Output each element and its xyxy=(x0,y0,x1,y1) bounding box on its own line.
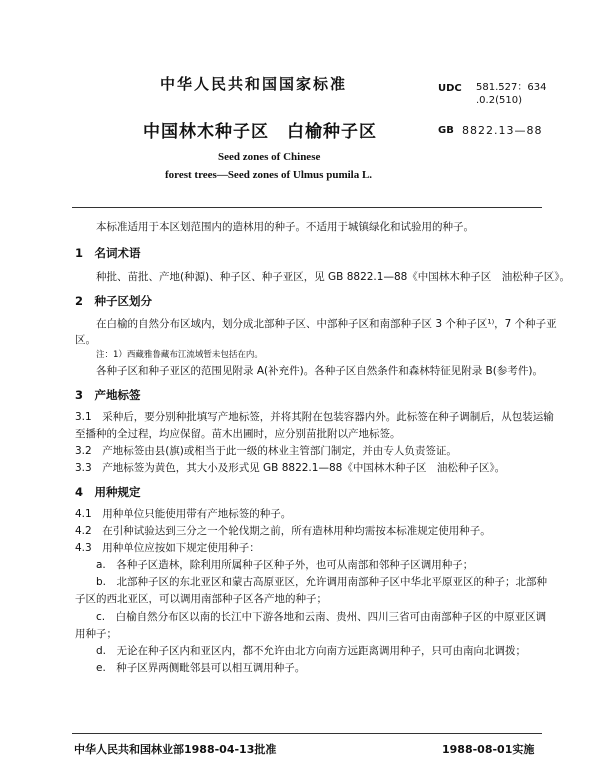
english-title-line-1: Seed zones of Chinese xyxy=(218,151,321,163)
section-2-text-line-1: 在白榆的自然分布区域内，划分成北部种子区、中部种子区和南部种子区 3 个种子区¹⁾，7 个种子亚 xyxy=(96,318,557,330)
clause-4-2: 4.2 在引种试验达到三分之一个轮伐期之前，所有造林用种均需按本标准规定使用种子。 xyxy=(75,525,491,537)
english-title-line-2: forest trees—Seed zones of Ulmus pumila L. xyxy=(165,169,373,181)
clause-4-3-item-c-line-1: c. 白榆自然分布区以南的长江中下游各地和云南、贵州、四川三省可由南部种子区的中原亚区调 xyxy=(96,611,547,623)
clause-4-3-item-a: a. 各种子区造林，除利用所属种子区种子外，也可从南部和邻种子区调用种子； xyxy=(96,559,474,571)
implementation-date: 1988-08-01实施 xyxy=(442,743,535,756)
page-title: 中国林木种子区 白榆种子区 xyxy=(143,122,377,142)
udc-code-line-1: 581.527：634 xyxy=(476,82,547,93)
intro-paragraph: 本标准适用于本区划范围内的造林用的种子。不适用于城镇绿化和试验用的种子。 xyxy=(96,221,474,233)
clause-4-3-item-b-line-1: b. 北部种子区的东北亚区和蒙古高原亚区，允许调用南部种子区中华北平原亚区的种子；北部种 xyxy=(96,576,548,588)
section-1-heading: 1 名词术语 xyxy=(75,246,141,260)
section-4-heading: 4 用种规定 xyxy=(75,485,141,499)
udc-code-line-2: .0.2(510) xyxy=(476,95,522,106)
section-2-footnote: 注：1）西藏雅鲁藏布江流域暂未包括在内。 xyxy=(96,350,263,360)
clause-3-2: 3.2 产地标签由县(旗)或相当于此一级的林业主管部门制定，并由专人负责签证。 xyxy=(75,445,457,457)
clause-4-3: 4.3 用种单位应按如下规定使用种子： xyxy=(75,542,260,554)
standard-org-title: 中华人民共和国国家标准 xyxy=(160,75,348,93)
clause-4-3-item-c-line-2: 用种子； xyxy=(75,628,117,640)
section-2-text-line-2: 区。 xyxy=(75,334,96,346)
clause-3-1-line-2: 至播种的全过程，均应保留。苗木出圃时，应分别苗批附以产地标签。 xyxy=(75,428,401,440)
udc-code xyxy=(476,81,546,107)
clause-3-3: 3.3 产地标签为黄色，其大小及形式见 GB 8822.1—88《中国林木种子区 油松种子区》。 xyxy=(75,462,506,474)
section-3-heading: 3 产地标签 xyxy=(75,388,141,402)
clause-4-3-item-b-line-2: 子区的西北亚区，可以调用南部种子区各产地的种子； xyxy=(75,593,327,605)
udc-label: UDC xyxy=(438,83,462,94)
clause-4-1: 4.1 用种单位只能使用带有产地标签的种子。 xyxy=(75,508,292,520)
section-2-heading: 2 种子区划分 xyxy=(75,294,153,308)
section-1-text: 种批、苗批、产地(种源)、种子区、种子亚区，见 GB 8822.1—88《中国林木种子区 油松种子区》。 xyxy=(96,271,571,283)
clause-4-3-item-e: e. 种子区界两侧毗邻县可以相互调用种子。 xyxy=(96,662,306,674)
approval-line: 中华人民共和国林业部1988-04-13批准 xyxy=(74,743,277,756)
clause-3-1-line-1: 3.1 采种后，要分别种批填写产地标签，并将其附在包装容器内外。此标签在种子调制后，从包装运输 xyxy=(75,411,554,423)
clause-4-3-item-d: d. 无论在种子区内和亚区内，都不允许由北方向南方远距离调用种子，只可由南向北调拨； xyxy=(96,645,527,657)
header-divider xyxy=(72,207,542,208)
footer-divider xyxy=(72,733,542,734)
section-2-appendix-text: 各种子区和种子亚区的范围见附录 A(补充件)。各种子区自然条件和森林特征见附录 B(参考件)。 xyxy=(96,365,543,377)
gb-label: GB xyxy=(438,125,454,136)
gb-number: 8822.13—88 xyxy=(462,124,543,137)
